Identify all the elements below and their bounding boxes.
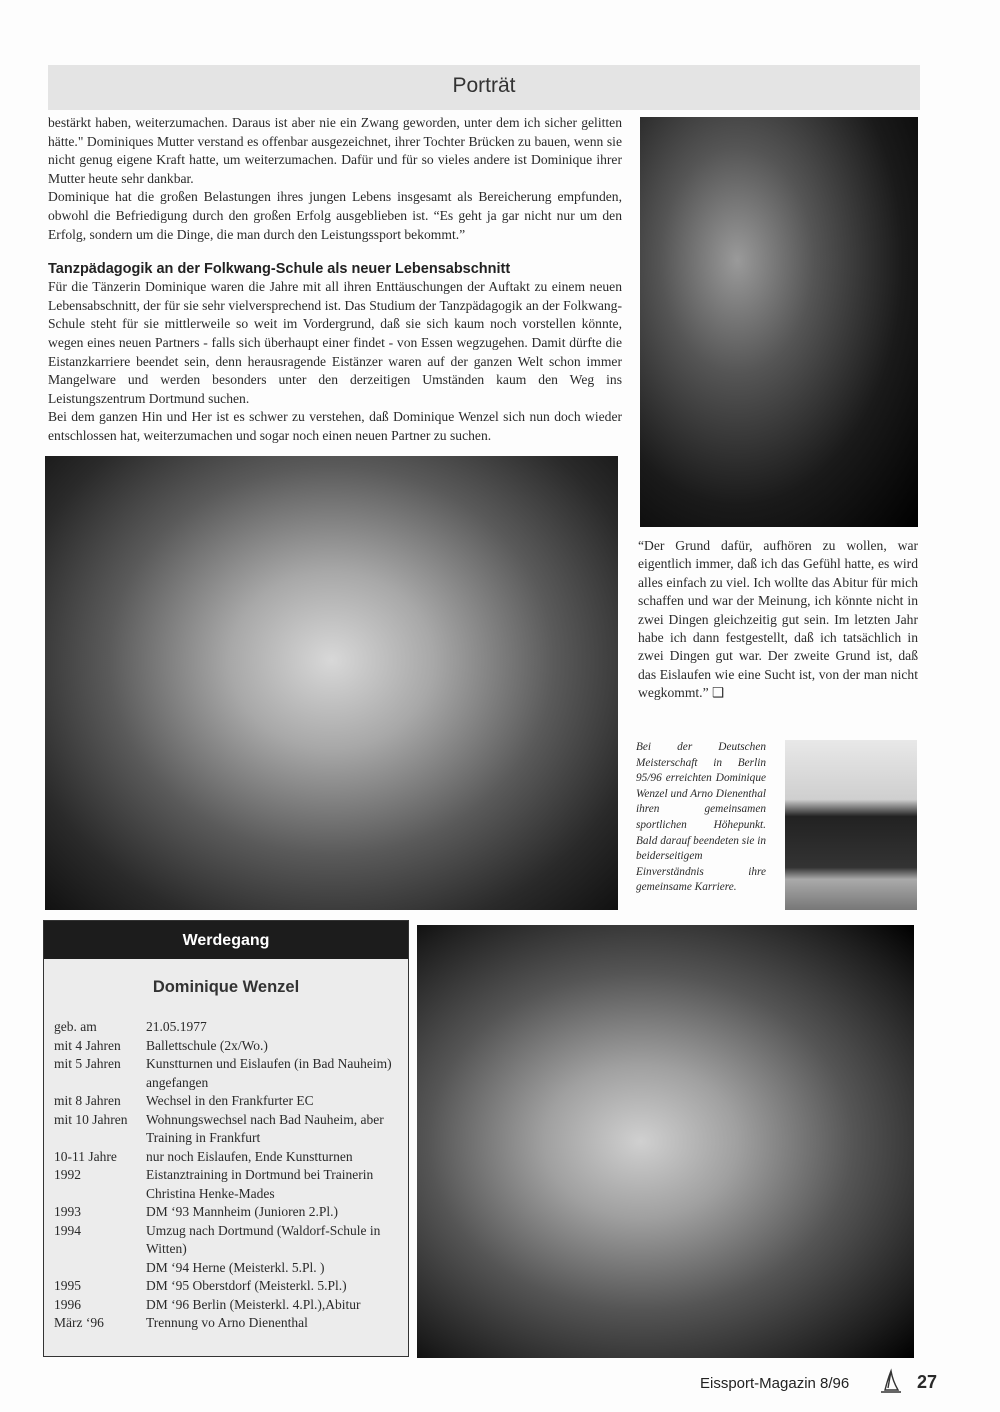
footer-magazine: Eissport-Magazin 8/96 bbox=[700, 1375, 850, 1392]
timeline-row bbox=[54, 1148, 406, 1167]
timeline-date: 1992 bbox=[54, 1167, 81, 1182]
timeline-date bbox=[54, 1259, 146, 1278]
timeline-table bbox=[54, 1018, 406, 1333]
photo-portrait-smiling bbox=[45, 456, 618, 910]
timeline-row bbox=[54, 1092, 406, 1111]
photo-skates bbox=[785, 740, 917, 910]
timeline-event: Wohnungswechsel nach Bad Nauheim, aber Training in Frankfurt bbox=[146, 1111, 384, 1145]
timeline-row bbox=[54, 1222, 406, 1259]
timeline-row bbox=[54, 1111, 406, 1148]
timeline-row bbox=[54, 1277, 406, 1296]
timeline-event: nur noch Eislaufen, Ende Kunstturnen bbox=[146, 1148, 353, 1164]
timeline-date: März ‘96 bbox=[54, 1315, 104, 1330]
timeline-event: Umzug nach Dortmund (Waldorf-Schule in Witten) bbox=[146, 1222, 381, 1256]
timeline-date: 1996 bbox=[54, 1296, 81, 1312]
paragraph: Dominique hat die großen Belastungen ihres jungen Lebens insgesamt als Bereicherung empfunden, obwohl die Befriedigung durch den großen Erfolg ausgeblieben ist. “Es geht ja gar nicht nur um den Erfolg, sondern um die Dinge, die man durch den Leistungssport bekommt.” bbox=[48, 189, 622, 242]
werdegang-box bbox=[43, 920, 409, 1357]
page-number: 27 bbox=[917, 1372, 938, 1392]
timeline-row bbox=[54, 1203, 406, 1222]
section-header bbox=[48, 65, 920, 110]
photo-couple-dance bbox=[640, 117, 918, 527]
timeline-event: Trennung vo Arno Dienenthal bbox=[146, 1315, 308, 1330]
timeline-date: 1994 bbox=[54, 1222, 81, 1238]
timeline-row bbox=[54, 1037, 406, 1056]
timeline-event: 21.05.1977 bbox=[146, 1019, 207, 1034]
timeline-date: mit 4 Jahren bbox=[54, 1037, 121, 1053]
timeline-event: DM ‘94 Herne (Meisterkl. 5.Pl. ) bbox=[146, 1259, 325, 1275]
timeline-event: Eistanztraining in Dortmund bei Trainerin Christina Henke-Mades bbox=[146, 1167, 374, 1201]
timeline-row bbox=[54, 1055, 406, 1092]
paragraph: Bei dem ganzen Hin und Her ist es schwer zu verstehen, daß Dominique Wenzel sich nun doch wieder entschlossen hat, weiterzumachen und sogar noch einen neuen Partner zu suchen. bbox=[48, 409, 622, 443]
timeline-row bbox=[54, 1166, 406, 1203]
timeline-row bbox=[54, 1296, 406, 1315]
timeline-event: Wechsel in den Frankfurter EC bbox=[146, 1093, 314, 1108]
timeline-date: geb. am bbox=[54, 1019, 97, 1034]
timeline-date: 1993 bbox=[54, 1204, 81, 1219]
timeline-date: 1995 bbox=[54, 1278, 81, 1293]
paragraph: bestärkt haben, weiterzumachen. Daraus ist aber nie ein Zwang geworden, unter dem ich sicher gelitten hätte." Dominiques Mutter verstand es offenbar ausgezeichnet, ihrer Tochter Brücken zu bauen, wenn sie nicht genug eigene Kraft hatte, um weiterzumachen. Dafür und für so vieles andere ist Dominique ihrer Mutter heute sehr dankbar. bbox=[48, 115, 622, 186]
quote-text: “Der Grund dafür, aufhören zu wollen, war eigentlich immer, daß ich das Gefühl hatte, es wird alles einfach zu viel. Ich wollte das Abitur für mich schaffen und war der Meinung, ich könnte nicht in zwei Dingen gleichzeitig gut sein. Im letzten Jahr habe ich dann festgestellt, daß ich tatsächlich in zwei Dingen gut war. Der zweite Grund ist, daß das Eislaufen wie eine Sucht ist, von der man nicht wegkommt.” bbox=[638, 538, 918, 701]
werdegang-title: Werdegang bbox=[44, 921, 408, 959]
timeline-event: DM ‘96 Berlin (Meisterkl. 4.Pl.),Abitur bbox=[146, 1296, 361, 1312]
paragraph: Für die Tänzerin Dominique waren die Jahre mit all ihren Enttäuschungen der Auftakt zu einem neuen Lebensabschnitt, der für sie sehr vielversprechend ist. Das Studium der Tanzpädagogik an der Folkwang-Schule steht für sie mittlerweile so weit im Vordergrund, daß sie sich kaum noch vorstellen könnte, wegen eines neuen Partners - falls sich überhaupt einer findet - von Essen wegzugehen. Damit dürfte die Eistanzkarriere beendet sein, denn herausragende Eistänzer waren auf der ganzen Welt schon immer Mangelware und werden besonders unter den derzeitigen Umständen kaum den Weg ins Leistungszentrum Dortmund suchen. bbox=[48, 279, 622, 406]
timeline-row bbox=[54, 1314, 406, 1333]
article-column bbox=[48, 114, 622, 446]
timeline-date: mit 8 Jahren bbox=[54, 1093, 121, 1108]
timeline-event: DM ‘93 Mannheim (Junioren 2.Pl.) bbox=[146, 1204, 338, 1219]
end-mark-icon: ❑ bbox=[712, 685, 725, 701]
timeline-date: mit 10 Jahren bbox=[54, 1111, 128, 1127]
timeline-row bbox=[54, 1259, 406, 1278]
timeline-event: DM ‘95 Oberstdorf (Meisterkl. 5.Pl.) bbox=[146, 1278, 347, 1293]
magazine-logo-icon bbox=[877, 1368, 905, 1396]
athlete-name: Dominique Wenzel bbox=[152, 978, 300, 996]
subheading: Tanzpädagogik an der Folkwang-Schule als neuer Lebensabschnitt bbox=[48, 261, 511, 278]
timeline-row bbox=[54, 1018, 406, 1037]
timeline-event: Kunstturnen und Eislaufen (in Bad Nauheim) angefangen bbox=[146, 1056, 392, 1090]
timeline-event: Ballettschule (2x/Wo.) bbox=[146, 1037, 268, 1053]
photo-caption: Bei der Deutschen Meisterschaft in Berlin 95/96 erreichten Dominique Wenzel und Arno Dienenthal ihren gemeinsamen sportlichen Höhepunkt. Bald darauf beendeten sie in beiderseitigem Einverständnis ihre gemeinsame Karriere. bbox=[636, 741, 766, 894]
timeline-date: mit 5 Jahren bbox=[54, 1056, 121, 1071]
section-title: Porträt bbox=[452, 74, 516, 97]
quote bbox=[638, 537, 918, 703]
photo-portrait-profile bbox=[417, 925, 914, 1358]
timeline-date: 10-11 Jahre bbox=[54, 1148, 117, 1164]
